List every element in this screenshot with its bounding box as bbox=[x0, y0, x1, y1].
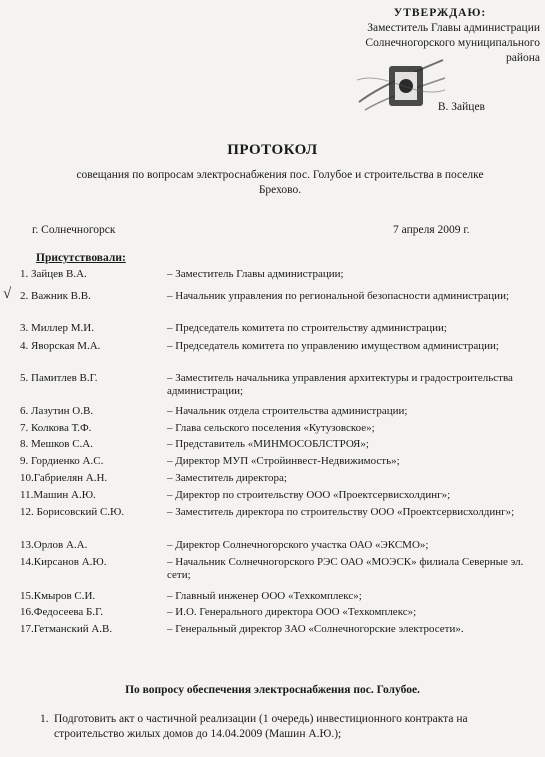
attendee-role: – Начальник управления по региональной безопасности администрации; bbox=[167, 290, 510, 302]
document-date: 7 апреля 2009 г. bbox=[393, 224, 470, 236]
attendee-name: 6. Лазутин О.В. bbox=[20, 405, 94, 417]
attendee-role: – Директор МУП «Стройинвест-Недвижимость»; bbox=[167, 455, 400, 467]
approval-heading: УТВЕРЖДАЮ: bbox=[393, 7, 487, 19]
document-place: г. Солнечногорск bbox=[32, 224, 116, 236]
attendee-name: 4. Яворская М.А. bbox=[20, 340, 101, 352]
approval-line-2: Солнечногорского муниципального bbox=[365, 37, 540, 49]
attendee-role: – Заместитель директора; bbox=[167, 472, 287, 484]
attendee-role: – Заместитель директора по строительству ООО «Проектсервисхолдинг»; bbox=[167, 506, 515, 518]
document-title: ПРОТОКОЛ bbox=[227, 142, 318, 158]
attendee-name: 8. Мешков С.А. bbox=[20, 438, 93, 450]
attendee-name: 3. Миллер М.И. bbox=[20, 322, 95, 334]
decision-number: 1. bbox=[40, 713, 49, 725]
attendee-name: 14.Кирсанов А.Ю. bbox=[20, 556, 107, 568]
attendee-role: – Начальник Солнечногорского РЭС ОАО «МОЭСК» филиала Северные эл. сети; bbox=[167, 556, 524, 581]
decision-text: Подготовить акт о частичной реализации (1 очередь) инвестиционного контракта на строительство жилых домов до 14.04.2009 (Машин А.Ю.); bbox=[54, 713, 468, 740]
attendee-name: 17.Гетманский А.В. bbox=[20, 623, 113, 635]
attendee-name: 11.Машин А.Ю. bbox=[20, 489, 96, 501]
attendee-role: – Заместитель Главы администрации; bbox=[167, 268, 344, 280]
attendee-role: – Директор Солнечногорского участка ОАО «ЭКСМО»; bbox=[167, 539, 429, 551]
attendee-role: – Заместитель начальника управления архитектуры и градостроительства администрации; bbox=[167, 372, 513, 397]
attendee-role: – Председатель комитета по строительству администрации; bbox=[167, 322, 447, 334]
attendee-role: – Генеральный директор ЗАО «Солнечногорские электросети». bbox=[167, 623, 464, 635]
attendee-name: 9. Гордиенко А.С. bbox=[20, 455, 104, 467]
attendee-name: 12. Борисовский С.Ю. bbox=[20, 506, 125, 518]
attendee-role: – Начальник отдела строительства администрации; bbox=[167, 405, 408, 417]
attendee-name: 10.Габриелян А.Н. bbox=[20, 472, 108, 484]
official-seal bbox=[355, 50, 447, 122]
document-subtitle: совещания по вопросам электроснабжения пос. Голубое и строительства в поселке Брехово. bbox=[76, 169, 484, 196]
attendee-role: – Председатель комитета по управлению имуществом администрации; bbox=[167, 340, 499, 352]
attendee-role: – Главный инженер ООО «Техкомплекс»; bbox=[167, 590, 362, 602]
approval-signature: В. Зайцев bbox=[437, 101, 485, 113]
check-mark: √ bbox=[3, 286, 12, 302]
approval-line-3: района bbox=[505, 52, 540, 64]
approval-line-1: Заместитель Главы администрации bbox=[367, 22, 540, 34]
attendee-name: 7. Колкова Т.Ф. bbox=[20, 422, 92, 434]
section-heading: По вопросу обеспечения электроснабжения пос. Голубое. bbox=[125, 684, 420, 696]
attendee-name: 1. Зайцев В.А. bbox=[20, 268, 87, 280]
attendee-role: – Представитель «МИНМОСОБЛСТРОЯ»; bbox=[167, 438, 369, 450]
attendee-role: – И.О. Генерального директора ООО «Техкомплекс»; bbox=[167, 606, 417, 618]
attendee-role: – Глава сельского поселения «Кутузовское»; bbox=[167, 422, 375, 434]
attendee-name: 15.Кмыров С.И. bbox=[20, 590, 96, 602]
attendee-name: 5. Памитлев В.Г. bbox=[20, 372, 98, 384]
attendee-name: 2. Важник В.В. bbox=[20, 290, 91, 302]
attendee-name: 13.Орлов А.А. bbox=[20, 539, 88, 551]
attendees-heading: Присутствовали: bbox=[36, 252, 126, 264]
attendee-role: – Директор по строительству ООО «Проектсервисхолдинг»; bbox=[167, 489, 451, 501]
attendee-name: 16.Федосеева Б.Г. bbox=[20, 606, 103, 618]
